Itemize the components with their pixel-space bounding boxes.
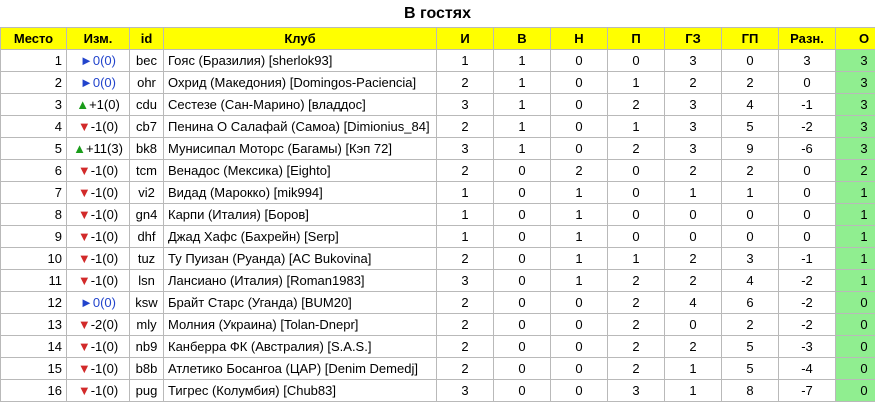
change-value: -2(0) [90,317,119,332]
wins-cell: 1 [494,116,551,138]
change-cell [67,182,130,204]
change-cell [67,336,130,358]
games-cell: 2 [437,336,494,358]
points-cell: 3 [836,50,875,72]
id-cell: gn4 [130,204,164,226]
change-cell [67,204,130,226]
table-row[interactable] [1,204,875,226]
difference-cell: 3 [779,50,836,72]
change-value: -1(0) [90,207,119,222]
games-cell: 2 [437,72,494,94]
table-row[interactable] [1,72,875,94]
change-cell [67,50,130,72]
place-cell: 4 [1,116,67,138]
games-cell: 2 [437,292,494,314]
change-value: 0(0) [92,75,116,90]
difference-cell: 0 [779,160,836,182]
wins-cell: 1 [494,138,551,160]
place-cell: 16 [1,380,67,402]
place-cell: 14 [1,336,67,358]
table-title: В гостях [404,5,471,22]
change-value: +11(3) [85,141,123,156]
col-header-difference[interactable]: Разн. [779,28,836,50]
col-header-place[interactable]: Место [1,28,67,50]
goals-for-cell: 2 [665,270,722,292]
id-cell: bk8 [130,138,164,160]
games-cell: 1 [437,50,494,72]
place-cell: 3 [1,94,67,116]
place-cell: 11 [1,270,67,292]
table-row[interactable] [1,138,875,160]
draws-cell: 0 [551,94,608,116]
losses-cell: 0 [608,50,665,72]
col-header-wins[interactable]: В [494,28,551,50]
change-cell [67,248,130,270]
difference-cell: 0 [779,72,836,94]
draws-cell: 0 [551,116,608,138]
arrow-down-icon: ▼ [77,207,91,222]
goals-against-cell: 9 [722,138,779,160]
id-cell: lsn [130,270,164,292]
difference-cell: 0 [779,182,836,204]
points-cell: 0 [836,380,875,402]
club-cell[interactable]: Тигрес (Колумбия) [Chub83] [164,380,437,402]
change-cell [67,72,130,94]
club-cell[interactable]: Ту Пуизан (Руанда) [AC Bukovina] [164,248,437,270]
change-cell [67,226,130,248]
wins-cell: 0 [494,204,551,226]
id-cell: nb9 [130,336,164,358]
arrow-up-icon: ▲ [76,97,90,112]
wins-cell: 0 [494,248,551,270]
table-row[interactable] [1,50,875,72]
wins-cell: 0 [494,226,551,248]
points-cell: 0 [836,314,875,336]
draws-cell: 0 [551,336,608,358]
change-cell [67,160,130,182]
table-row[interactable] [1,314,875,336]
draws-cell: 1 [551,248,608,270]
arrow-down-icon: ▼ [77,361,91,376]
change-cell [67,138,130,160]
difference-cell: -7 [779,380,836,402]
losses-cell: 1 [608,72,665,94]
standings-table [0,27,875,402]
change-value: -1(0) [90,273,119,288]
wins-cell: 0 [494,182,551,204]
arrow-down-icon: ▼ [77,317,91,332]
games-cell: 3 [437,94,494,116]
goals-against-cell: 4 [722,94,779,116]
difference-cell: -4 [779,358,836,380]
games-cell: 2 [437,160,494,182]
goals-against-cell: 5 [722,358,779,380]
points-cell: 2 [836,160,875,182]
table-row[interactable] [1,270,875,292]
change-value: -1(0) [90,119,119,134]
change-value: -1(0) [90,361,119,376]
change-cell [67,358,130,380]
difference-cell: -2 [779,116,836,138]
wins-cell: 0 [494,380,551,402]
draws-cell: 0 [551,380,608,402]
goals-against-cell: 3 [722,248,779,270]
club-cell[interactable]: Канберра ФК (Австралия) [S.A.S.] [164,336,437,358]
losses-cell: 1 [608,248,665,270]
change-cell [67,292,130,314]
goals-for-cell: 3 [665,138,722,160]
draws-cell: 0 [551,72,608,94]
wins-cell: 0 [494,336,551,358]
col-header-draws[interactable]: Н [551,28,608,50]
wins-cell: 1 [494,50,551,72]
goals-against-cell: 6 [722,292,779,314]
games-cell: 2 [437,116,494,138]
goals-for-cell: 2 [665,248,722,270]
losses-cell: 1 [608,116,665,138]
club-cell[interactable]: Лансиано (Италия) [Roman1983] [164,270,437,292]
games-cell: 2 [437,248,494,270]
draws-cell: 1 [551,270,608,292]
losses-cell: 0 [608,204,665,226]
games-cell: 1 [437,226,494,248]
goals-against-cell: 5 [722,336,779,358]
wins-cell: 1 [494,72,551,94]
goals-for-cell: 2 [665,72,722,94]
arrow-down-icon: ▼ [77,229,91,244]
place-cell: 5 [1,138,67,160]
arrow-right-icon: ► [80,53,93,68]
difference-cell: -1 [779,248,836,270]
change-value: +1(0) [89,97,120,112]
wins-cell: 0 [494,270,551,292]
club-cell[interactable]: Видад (Марокко) [mik994] [164,182,437,204]
wins-cell: 0 [494,292,551,314]
place-cell: 2 [1,72,67,94]
difference-cell: -3 [779,336,836,358]
table-row[interactable] [1,358,875,380]
losses-cell: 3 [608,380,665,402]
goals-for-cell: 3 [665,116,722,138]
difference-cell: -2 [779,292,836,314]
difference-cell: 0 [779,204,836,226]
difference-cell: -2 [779,314,836,336]
arrow-down-icon: ▼ [77,163,91,178]
id-cell: bec [130,50,164,72]
goals-against-cell: 1 [722,182,779,204]
arrow-down-icon: ▼ [77,339,91,354]
points-cell: 1 [836,182,875,204]
losses-cell: 2 [608,336,665,358]
change-cell [67,116,130,138]
points-cell: 3 [836,72,875,94]
place-cell: 7 [1,182,67,204]
goals-for-cell: 2 [665,336,722,358]
arrow-down-icon: ▼ [77,251,91,266]
goals-for-cell: 1 [665,182,722,204]
losses-cell: 2 [608,358,665,380]
place-cell: 15 [1,358,67,380]
table-row[interactable] [1,182,875,204]
arrow-down-icon: ▼ [77,383,91,398]
arrow-right-icon: ► [80,75,93,90]
id-cell: tcm [130,160,164,182]
losses-cell: 2 [608,292,665,314]
id-cell: cdu [130,94,164,116]
difference-cell: 0 [779,226,836,248]
place-cell: 10 [1,248,67,270]
change-cell [67,314,130,336]
place-cell: 13 [1,314,67,336]
goals-against-cell: 0 [722,226,779,248]
losses-cell: 0 [608,182,665,204]
club-cell[interactable]: Сестезе (Сан-Марино) [владдос] [164,94,437,116]
goals-against-cell: 2 [722,160,779,182]
club-cell[interactable]: Атлетико Босангоа (ЦАР) [Denim Demedj] [164,358,437,380]
points-cell: 1 [836,248,875,270]
points-cell: 1 [836,270,875,292]
club-cell[interactable]: Брайт Старс (Уганда) [BUM20] [164,292,437,314]
change-value: 0(0) [92,53,116,68]
arrow-up-icon: ▲ [73,141,86,156]
table-row[interactable] [1,336,875,358]
col-header-goals-against[interactable]: ГП [722,28,779,50]
table-row[interactable] [1,292,875,314]
goals-against-cell: 0 [722,204,779,226]
id-cell: b8b [130,358,164,380]
games-cell: 1 [437,182,494,204]
change-value: -1(0) [90,163,119,178]
col-header-points[interactable]: О [836,28,875,50]
wins-cell: 0 [494,160,551,182]
table-row[interactable] [1,94,875,116]
goals-against-cell: 5 [722,116,779,138]
change-value: -1(0) [90,251,119,266]
draws-cell: 0 [551,292,608,314]
goals-for-cell: 1 [665,380,722,402]
goals-against-cell: 0 [722,50,779,72]
points-cell: 3 [836,138,875,160]
losses-cell: 2 [608,314,665,336]
id-cell: vi2 [130,182,164,204]
wins-cell: 1 [494,94,551,116]
points-cell: 0 [836,292,875,314]
goals-against-cell: 4 [722,270,779,292]
col-header-losses[interactable]: П [608,28,665,50]
points-cell: 0 [836,358,875,380]
goals-for-cell: 3 [665,94,722,116]
id-cell: ksw [130,292,164,314]
goals-for-cell: 2 [665,160,722,182]
games-cell: 2 [437,358,494,380]
table-row[interactable] [1,226,875,248]
place-cell: 8 [1,204,67,226]
header-row [1,28,875,50]
points-cell: 0 [836,336,875,358]
table-row[interactable] [1,248,875,270]
points-cell: 1 [836,226,875,248]
change-cell [67,380,130,402]
points-cell: 3 [836,116,875,138]
draws-cell: 1 [551,204,608,226]
goals-for-cell: 1 [665,358,722,380]
table-row[interactable] [1,160,875,182]
difference-cell: -1 [779,94,836,116]
change-value: -1(0) [90,229,119,244]
losses-cell: 2 [608,138,665,160]
losses-cell: 2 [608,94,665,116]
table-body [1,50,875,402]
club-cell[interactable]: Венадос (Мексика) [Eighto] [164,160,437,182]
draws-cell: 0 [551,358,608,380]
col-header-change[interactable]: Изм. [67,28,130,50]
id-cell: dhf [130,226,164,248]
col-header-id[interactable]: id [130,28,164,50]
change-value: -1(0) [90,383,119,398]
change-cell [67,270,130,292]
draws-cell: 0 [551,50,608,72]
club-cell[interactable]: Гояс (Бразилия) [sherlok93] [164,50,437,72]
change-value: -1(0) [90,339,119,354]
id-cell: mly [130,314,164,336]
table-row[interactable] [1,116,875,138]
id-cell: pug [130,380,164,402]
losses-cell: 0 [608,226,665,248]
club-cell[interactable]: Мунисипал Моторс (Багамы) [Кэп 72] [164,138,437,160]
id-cell: ohr [130,72,164,94]
goals-for-cell: 4 [665,292,722,314]
losses-cell: 2 [608,270,665,292]
place-cell: 6 [1,160,67,182]
games-cell: 1 [437,204,494,226]
goals-against-cell: 8 [722,380,779,402]
col-header-goals-for[interactable]: ГЗ [665,28,722,50]
difference-cell: -6 [779,138,836,160]
draws-cell: 2 [551,160,608,182]
draws-cell: 1 [551,226,608,248]
change-cell [67,94,130,116]
arrow-down-icon: ▼ [77,119,91,134]
change-value: 0(0) [92,295,116,310]
games-cell: 3 [437,270,494,292]
place-cell: 9 [1,226,67,248]
goals-against-cell: 2 [722,314,779,336]
arrow-down-icon: ▼ [77,185,91,200]
table-row[interactable] [1,380,875,402]
place-cell: 12 [1,292,67,314]
goals-for-cell: 0 [665,314,722,336]
draws-cell: 1 [551,182,608,204]
goals-for-cell: 0 [665,226,722,248]
change-value: -1(0) [90,185,119,200]
id-cell: tuz [130,248,164,270]
club-cell[interactable]: Молния (Украина) [Tolan-Dnepr] [164,314,437,336]
points-cell: 3 [836,94,875,116]
wins-cell: 0 [494,358,551,380]
games-cell: 2 [437,314,494,336]
place-cell: 1 [1,50,67,72]
goals-against-cell: 2 [722,72,779,94]
games-cell: 3 [437,380,494,402]
club-cell[interactable]: Джад Хафс (Бахрейн) [Serp] [164,226,437,248]
points-cell: 1 [836,204,875,226]
goals-for-cell: 0 [665,204,722,226]
games-cell: 3 [437,138,494,160]
losses-cell: 0 [608,160,665,182]
arrow-down-icon: ▼ [77,273,91,288]
draws-cell: 0 [551,138,608,160]
club-cell[interactable]: Охрид (Македония) [Domingos-Paciencia] [164,72,437,94]
difference-cell: -2 [779,270,836,292]
wins-cell: 0 [494,314,551,336]
arrow-right-icon: ► [80,295,93,310]
club-cell[interactable]: Карпи (Италия) [Боров] [164,204,437,226]
draws-cell: 0 [551,314,608,336]
goals-for-cell: 3 [665,50,722,72]
id-cell: cb7 [130,116,164,138]
col-header-club[interactable]: Клуб [164,28,437,50]
club-cell[interactable]: Пенина О Салафай (Самоа) [Dimionius_84] [164,116,437,138]
col-header-games[interactable]: И [437,28,494,50]
